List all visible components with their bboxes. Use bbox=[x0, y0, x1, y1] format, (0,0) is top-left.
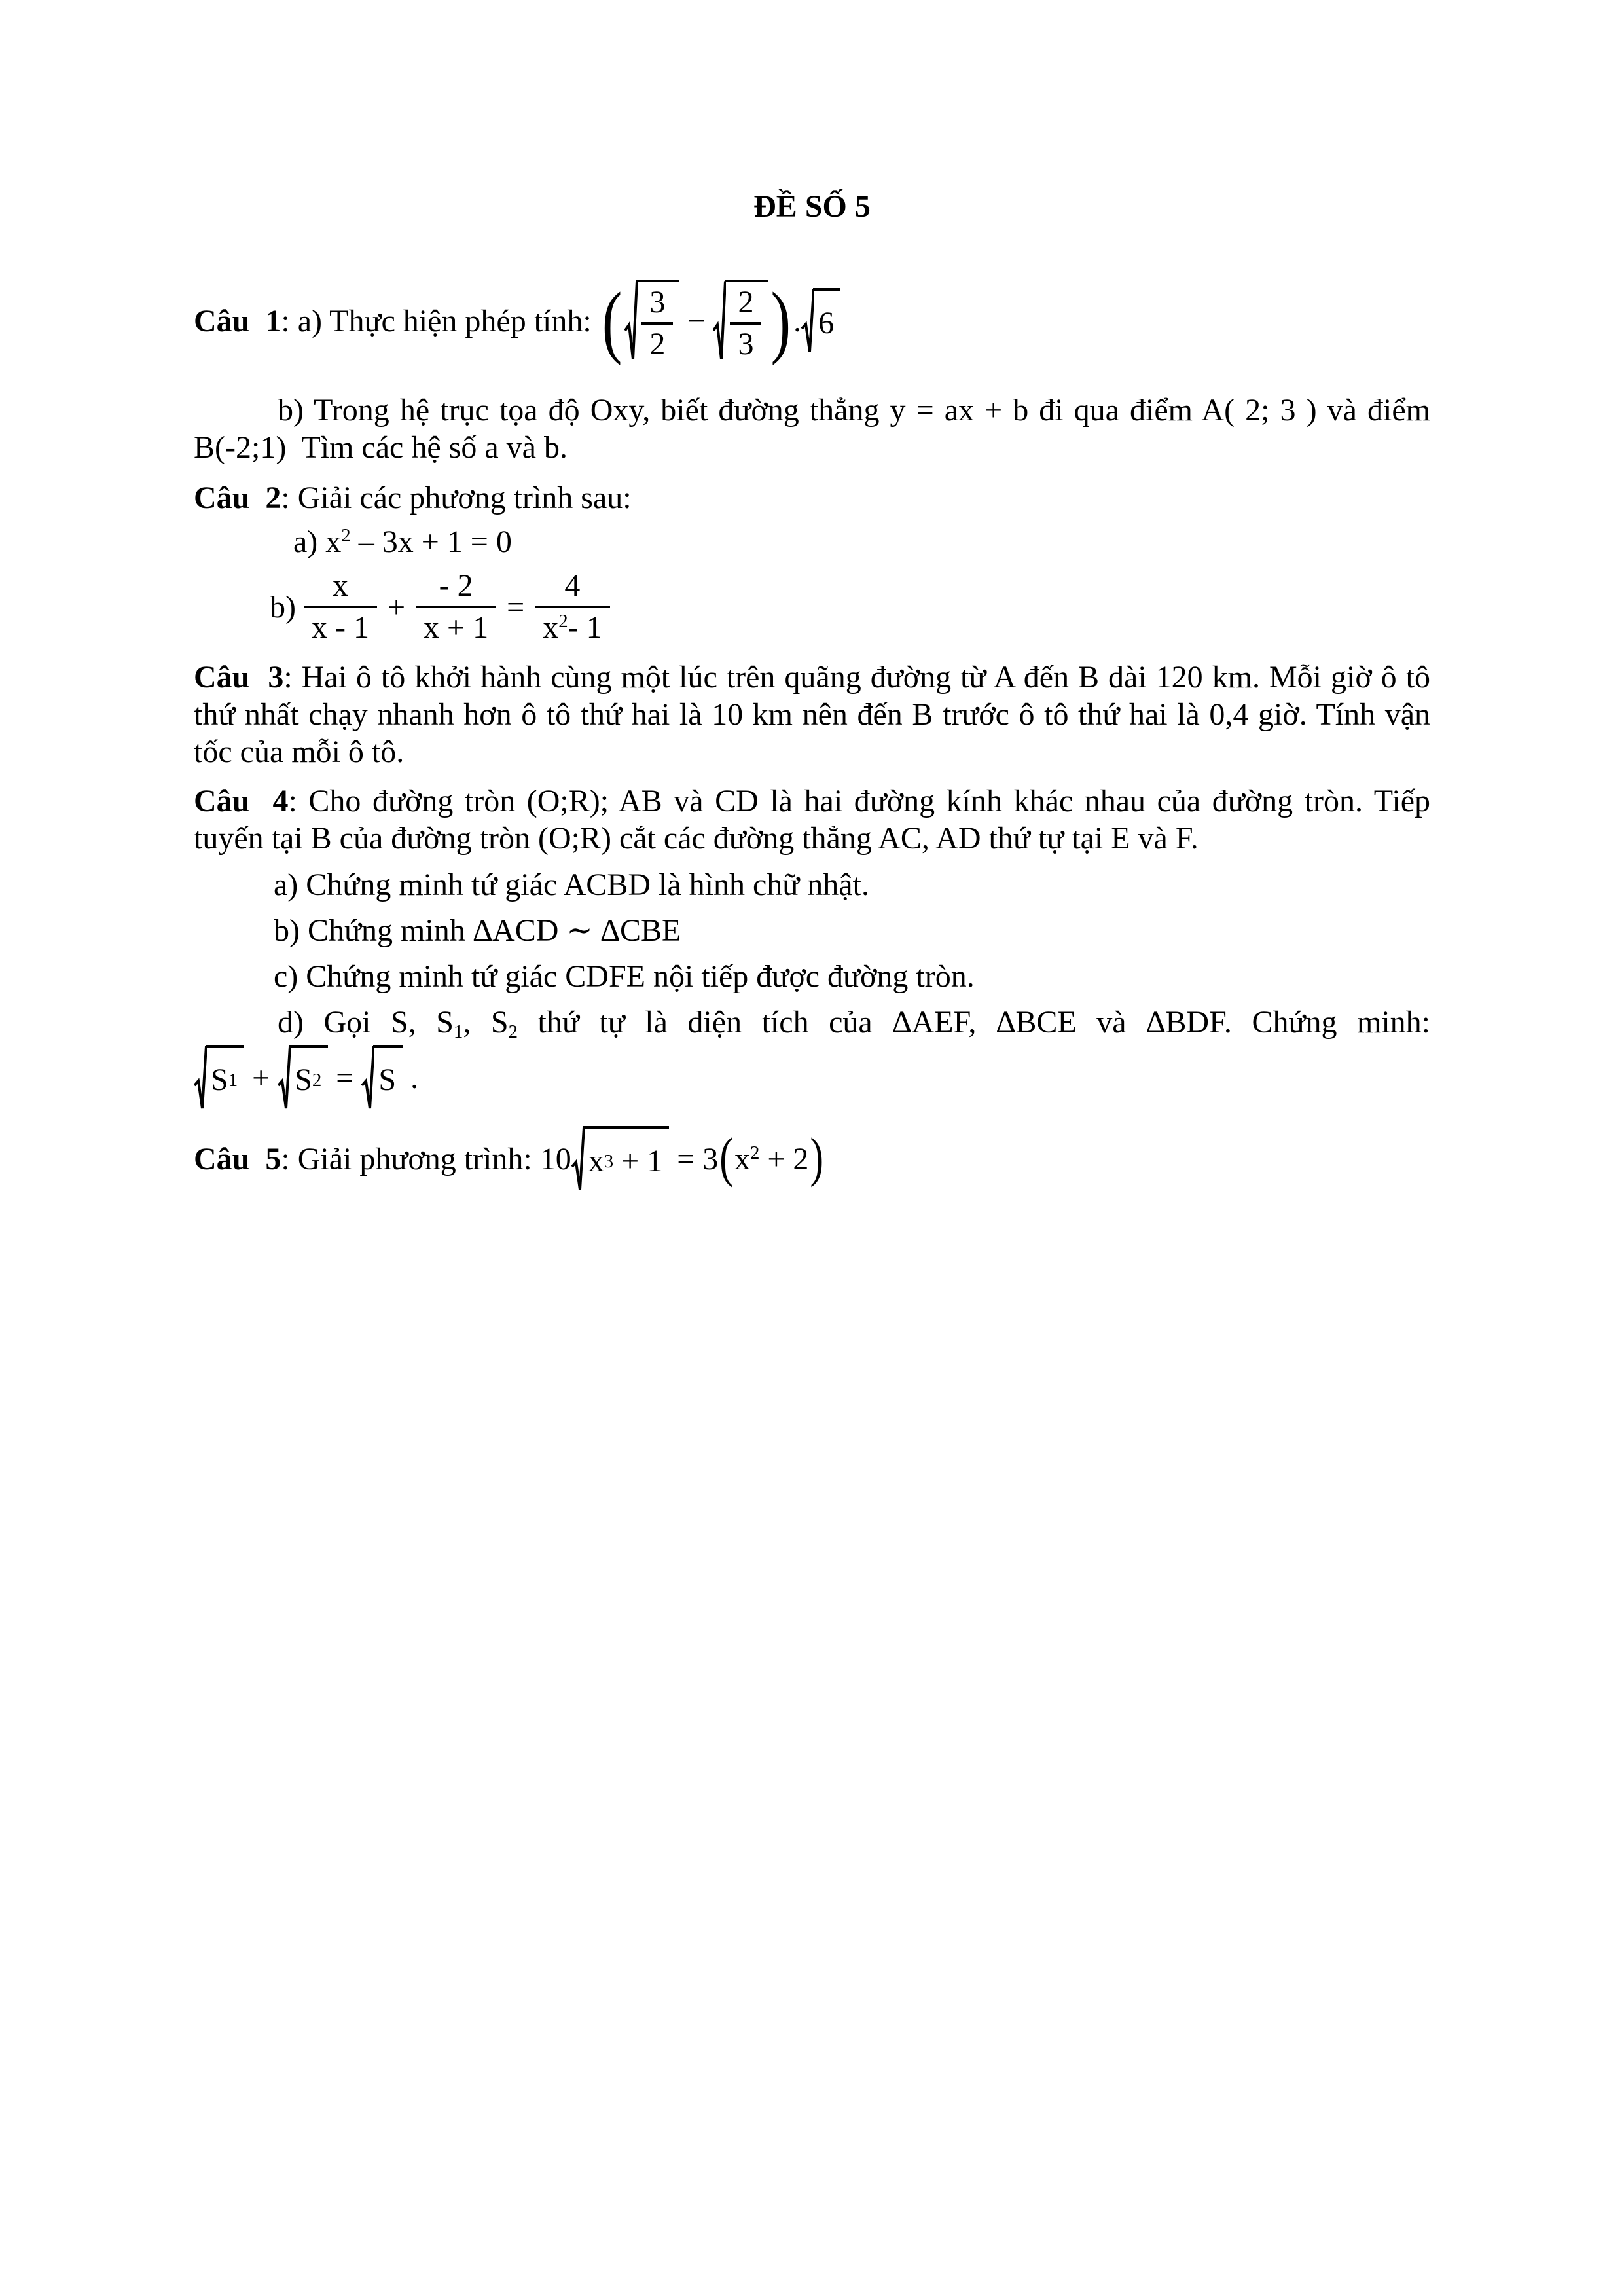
q4-label: Câu 4 bbox=[194, 784, 289, 818]
den-base: x bbox=[543, 610, 559, 645]
question-4b: b) Chứng minh ∆ACD ∼ ∆CBE bbox=[274, 913, 681, 948]
question-2-line bbox=[194, 479, 1430, 517]
q4d-text: , S bbox=[463, 1005, 509, 1040]
question-5 bbox=[194, 1126, 1430, 1192]
q4d-text: d) Gọi S, S bbox=[278, 1005, 454, 1040]
base: S bbox=[211, 1063, 228, 1098]
exponent: 2 bbox=[749, 1142, 760, 1163]
q2-intro-text: : Giải các phương trình sau: bbox=[281, 481, 632, 515]
minus-sign: − bbox=[687, 303, 706, 338]
subscript: 1 bbox=[453, 1021, 463, 1043]
q1-intro-text: : a) Thực hiện phép tính: bbox=[281, 303, 600, 338]
radicand: x 3 + 1 bbox=[583, 1126, 669, 1192]
equals-sign: = bbox=[336, 1060, 354, 1095]
fraction-2-3 bbox=[730, 285, 761, 362]
numerator: 2 bbox=[738, 285, 754, 320]
question-2b bbox=[194, 566, 1430, 648]
question-4c: c) Chứng minh tứ giác CDFE nội tiếp được đường tròn. bbox=[274, 959, 975, 994]
inner-rest: + 2 bbox=[759, 1141, 809, 1176]
fraction-x-over-x-1 bbox=[304, 568, 377, 646]
question-4d bbox=[194, 1004, 1430, 1041]
denominator: x + 1 bbox=[416, 606, 496, 646]
radicand bbox=[725, 280, 768, 362]
radical-icon bbox=[361, 1045, 374, 1110]
q4d-text: thứ tự là diện tích của ∆AEF, ∆BCE và ∆BDF. Chứng minh: bbox=[517, 1005, 1430, 1040]
q3-label: Câu 3 bbox=[194, 660, 284, 695]
period: . bbox=[403, 1060, 419, 1095]
left-paren: ( bbox=[602, 275, 623, 366]
numerator: 4 bbox=[564, 568, 581, 604]
radicand: 6 bbox=[813, 288, 840, 354]
equals-3: = 3 bbox=[669, 1141, 719, 1176]
radicand: S bbox=[373, 1045, 403, 1110]
q4-text: : Cho đường tròn (O;R); AB và CD là hai đường kính khác nhau của đường tròn. Tiếp tuyến tại B của đường tròn (O;R) cắt các đường thẳng AC, AD thứ tự tại E và F. bbox=[194, 784, 1431, 856]
question-4a: a) Chứng minh tứ giác ACBD là hình chữ nhật. bbox=[274, 867, 869, 902]
q5-intro-text: : Giải phương trình: bbox=[281, 1141, 540, 1176]
question-3 bbox=[194, 659, 1430, 771]
radical-icon bbox=[624, 280, 638, 362]
radical-icon bbox=[801, 288, 814, 354]
sqrt-x3-plus-1 bbox=[571, 1126, 669, 1192]
denominator bbox=[535, 606, 609, 646]
base: x bbox=[734, 1141, 750, 1176]
sqrt-S1 bbox=[194, 1045, 244, 1110]
q2b-label: b) bbox=[270, 589, 304, 625]
q2a-text: – 3x + 1 = 0 bbox=[350, 524, 512, 559]
fraction-neg2-over-x-plus-1 bbox=[416, 568, 496, 646]
denominator: x - 1 bbox=[304, 606, 377, 646]
q2a-text: a) x bbox=[293, 524, 342, 559]
plus-sign: + bbox=[387, 589, 406, 625]
radical-icon bbox=[194, 1045, 207, 1110]
right-paren: ) bbox=[770, 275, 791, 366]
radicand: S 2 bbox=[289, 1045, 328, 1110]
q3-text: : Hai ô tô khởi hành cùng một lúc trên quãng đường từ A đến B dài 120 km. Mỗi giờ ô tô thứ nhất chạy nhanh hơn ô tô thứ hai là 10 km nên đến B trước ô tô thứ hai là 0,4 giờ. Tính vận tốc của mỗi ô tô. bbox=[194, 660, 1431, 769]
den-rest: - 1 bbox=[568, 610, 602, 645]
base: x bbox=[588, 1144, 604, 1179]
question-4d-formula bbox=[194, 1045, 1430, 1110]
base: S bbox=[295, 1063, 312, 1098]
q2-label: Câu 2 bbox=[194, 481, 281, 515]
question-4 bbox=[194, 782, 1430, 857]
q5-label: Câu 5 bbox=[194, 1141, 281, 1176]
equals-sign: = bbox=[507, 589, 525, 625]
sqrt-S2 bbox=[278, 1045, 328, 1110]
page-title: ĐỀ SỐ 5 bbox=[753, 189, 871, 224]
radical-icon bbox=[571, 1126, 585, 1192]
sqrt-S bbox=[361, 1045, 403, 1110]
exponent: 2 bbox=[341, 525, 351, 547]
numerator: - 2 bbox=[439, 568, 473, 604]
sqrt-of-frac-3-2 bbox=[624, 280, 679, 362]
fraction-3-2 bbox=[641, 285, 673, 362]
radicand: S 1 bbox=[206, 1045, 244, 1110]
denominator: 2 bbox=[641, 322, 673, 362]
sqrt-of-frac-2-3 bbox=[713, 280, 768, 362]
exponent: 2 bbox=[558, 611, 568, 632]
subscript: 2 bbox=[508, 1021, 518, 1043]
plus-sign: + bbox=[252, 1060, 270, 1095]
radical-icon bbox=[278, 1045, 291, 1110]
multiplication-dot: . bbox=[793, 303, 802, 338]
numerator: x bbox=[332, 568, 348, 604]
question-2a bbox=[194, 523, 1430, 560]
right-paren: ) bbox=[810, 1127, 824, 1188]
q1-label: Câu 1 bbox=[194, 303, 281, 338]
denominator: 3 bbox=[730, 322, 761, 362]
radical-icon bbox=[713, 280, 726, 362]
radicand bbox=[636, 280, 679, 362]
fraction-4-over-x2-1 bbox=[535, 568, 609, 646]
question-1b: b) Trong hệ trục tọa độ Oxy, biết đường thẳng y = ax + b đi qua điểm A( 2; 3 ) và điểm B(-2;1) Tìm các hệ số a và b. bbox=[194, 393, 1430, 465]
left-paren: ( bbox=[719, 1127, 733, 1188]
radicand-rest: + 1 bbox=[613, 1144, 663, 1179]
paren-content bbox=[734, 1140, 808, 1178]
question-1-line bbox=[194, 275, 1430, 367]
sqrt-6 bbox=[801, 288, 840, 354]
numerator: 3 bbox=[649, 285, 666, 320]
coefficient: 10 bbox=[539, 1141, 571, 1176]
q1-formula bbox=[600, 275, 840, 366]
